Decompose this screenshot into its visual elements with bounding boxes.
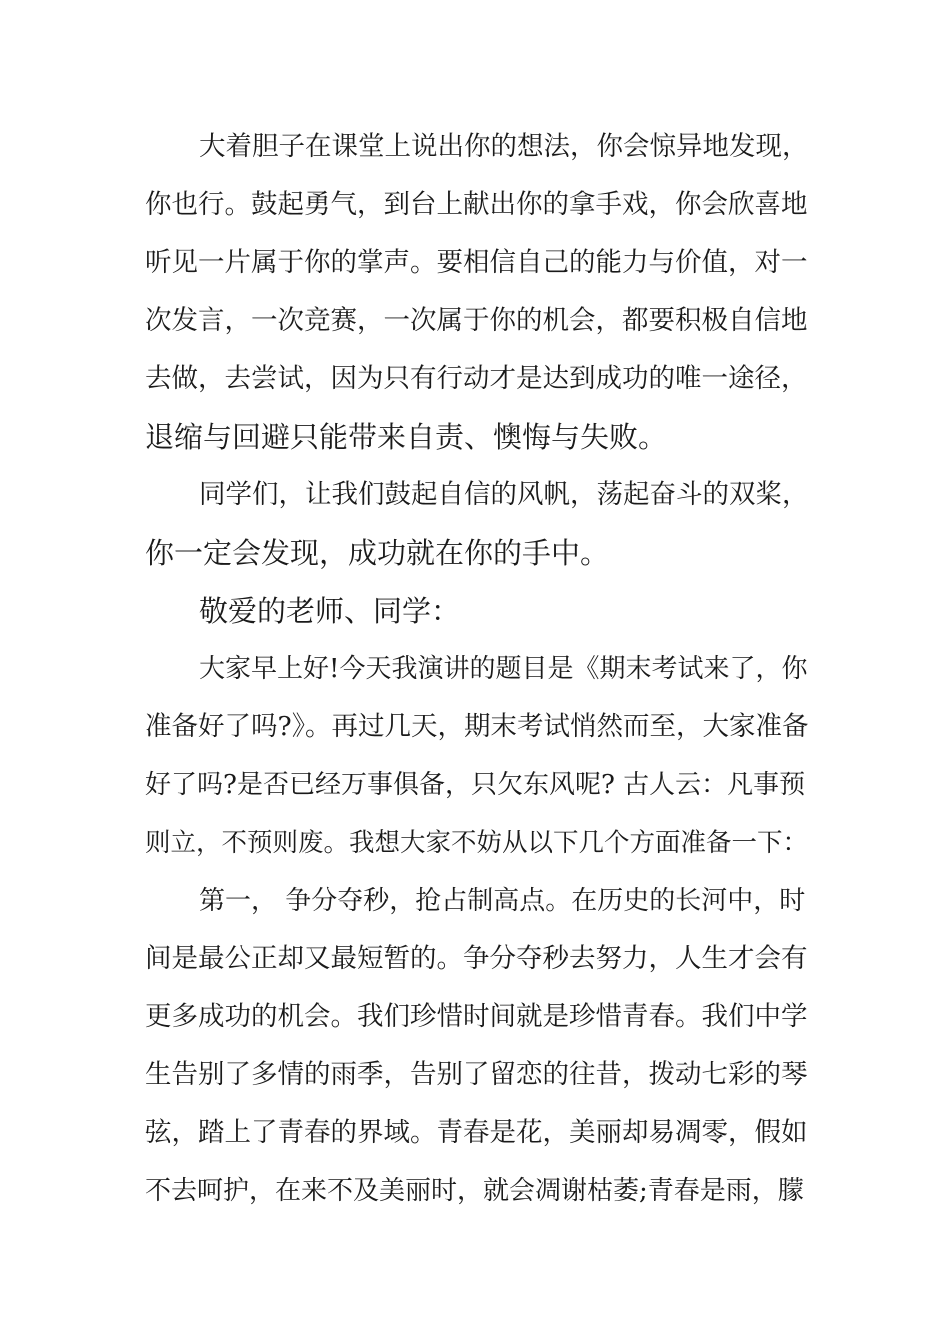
text-line: 次发言，一次竞赛，一次属于你的机会，都要积极自信地 bbox=[145, 305, 808, 336]
text-line: 听见一片属于你的掌声。要相信自己的能力与价值，对一 bbox=[145, 247, 808, 278]
text-line: 准备好了吗?》。再过几天，期末考试悄然而至，大家准备 bbox=[145, 711, 809, 742]
text-line: 生告别了多情的雨季，告别了留恋的往昔，拨动七彩的琴 bbox=[145, 1059, 808, 1090]
text-line: 不去呵护，在来不及美丽时，就会凋谢枯萎;青春是雨，朦 bbox=[145, 1176, 804, 1206]
text-line: 大着胆子在课堂上说出你的想法，你会惊异地发现， bbox=[199, 131, 809, 162]
text-line: 大家早上好!今天我演讲的题目是《期末考试来了，你 bbox=[199, 654, 808, 684]
text-line: 退缩与回避只能带来自责、懊悔与失败。 bbox=[145, 420, 668, 454]
text-line: 弦，踏上了青春的界域。青春是花，美丽却易凋零，假如 bbox=[145, 1117, 808, 1148]
text-line: 则立，不预则废。我想大家不妨从以下几个方面准备一下： bbox=[145, 828, 809, 858]
text-line: 好了吗?是否已经万事俱备，只欠东风呢? 古人云：凡事预 bbox=[145, 770, 806, 800]
text-line: 去做，去尝试，因为只有行动才是达到成功的唯一途径， bbox=[145, 363, 808, 394]
text-line: 更多成功的机会。我们珍惜时间就是珍惜青春。我们中学 bbox=[145, 1001, 808, 1032]
text-line: 间是最公正却又最短暂的。争分夺秒去努力，人生才会有 bbox=[145, 943, 808, 974]
text-line: 你一定会发现，成功就在你的手中。 bbox=[145, 536, 610, 570]
text-line: 敬爱的老师、同学： bbox=[199, 594, 461, 628]
body-text bbox=[145, 118, 815, 1220]
text-line: 你也行。鼓起勇气，到台上献出你的拿手戏，你会欣喜地 bbox=[145, 189, 808, 220]
text-line: 同学们，让我们鼓起自信的风帆，荡起奋斗的双桨， bbox=[199, 479, 809, 510]
text-line: 第一， 争分夺秒，抢占制高点。在历史的长河中，时 bbox=[199, 886, 806, 916]
